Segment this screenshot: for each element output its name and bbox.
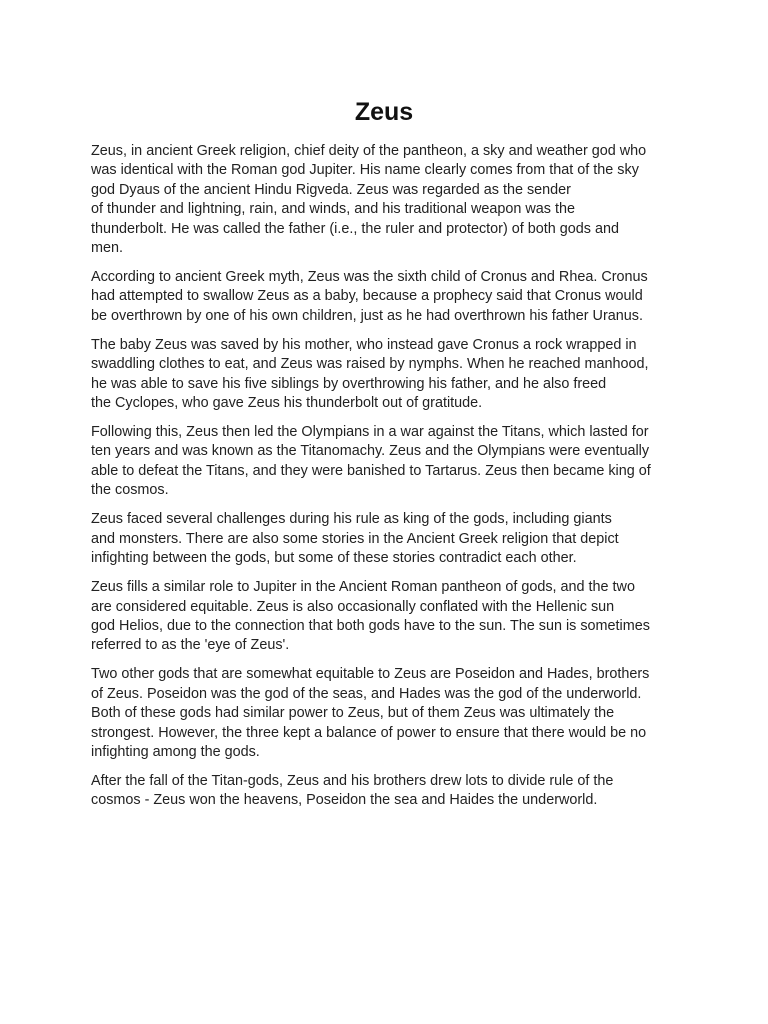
paragraph-line: god Helios, due to the connection that both gods have to the sun. The sun is sometimes [91,617,650,634]
paragraph-line: infighting among the gods. [91,743,260,760]
paragraph-line: of thunder and lightning, rain, and winds, and his traditional weapon was the [91,201,576,218]
page-title: Zeus [354,98,414,126]
paragraph-line: able to defeat the Titans, and they were banished to Tartarus. Zeus then became king of [91,462,651,479]
paragraph-line: cosmos - Zeus won the heavens, Poseidon the sea and Haides the underworld. [91,792,598,809]
paragraph-line: he was able to save his five siblings by overthrowing his father, and he also freed [91,375,607,392]
paragraph-line: are considered equitable. Zeus is also occasionally conflated with the Hellenic sun [91,598,615,615]
paragraph [91,772,685,811]
paragraph-line: the Cyclopes, who gave Zeus his thunderbolt out of gratitude. [91,395,483,412]
paragraph-line: Zeus fills a similar role to Jupiter in the Ancient Roman pantheon of gods, and the two [91,579,635,596]
paragraph-line: was identical with the Roman god Jupiter. His name clearly comes from that of the sky [91,162,639,179]
paragraph-line: men. [91,240,123,257]
paragraph-line: of Zeus. Poseidon was the god of the seas, and Hades was the god of the underworld. [91,685,642,702]
paragraph-line: Two other gods that are somewhat equitable to Zeus are Poseidon and Hades, brothers [91,666,650,683]
paragraph [91,268,685,326]
paragraph-line: Zeus faced several challenges during his rule as king of the gods, including giants [91,511,612,528]
paragraph-line: Zeus, in ancient Greek religion, chief deity of the pantheon, a sky and weather god who [91,143,647,159]
paragraph-line: referred to as the 'eye of Zeus'. [91,637,290,654]
paragraph [91,336,685,414]
paragraph-line: The baby Zeus was saved by his mother, who instead gave Cronus a rock wrapped in [91,336,637,353]
paragraph-line: and monsters. There are also some stories in the Ancient Greek religion that depict [91,530,619,547]
paragraph-line: strongest. However, the three kept a balance of power to ensure that there would be no [91,724,647,741]
paragraph-line: god Dyaus of the ancient Hindu Rigveda. Zeus was regarded as the sender [91,181,571,198]
paragraph-line: ten years and was known as the Titanomachy. Zeus and the Olympians were eventually [91,443,650,460]
paragraph [91,423,685,501]
paragraph [91,142,685,258]
document-body [91,142,685,820]
paragraph-line: thunderbolt. He was called the father (i.e., the ruler and protector) of both gods and [91,220,619,237]
paragraph [91,665,685,762]
paragraph-line: After the fall of the Titan-gods, Zeus and his brothers drew lots to divide rule of the [91,772,614,789]
paragraph-line: According to ancient Greek myth, Zeus was the sixth child of Cronus and Rhea. Cronus [91,269,648,286]
paragraph-line: had attempted to swallow Zeus as a baby, because a prophecy said that Cronus would [91,288,643,305]
paragraph-line: Both of these gods had similar power to Zeus, but of them Zeus was ultimately the [91,705,615,722]
paragraph [91,578,685,656]
paragraph-line: the cosmos. [91,482,169,499]
paragraph-line: Following this, Zeus then led the Olympians in a war against the Titans, which lasted for [91,424,649,441]
paragraph-line: be overthrown by one of his own children, just as he had overthrown his father Uranus. [91,307,643,324]
paragraph-line: infighting between the gods, but some of these stories contradict each other. [91,550,577,567]
paragraph-line: swaddling clothes to eat, and Zeus was raised by nymphs. When he reached manhood, [91,356,649,373]
paragraph [91,510,685,568]
